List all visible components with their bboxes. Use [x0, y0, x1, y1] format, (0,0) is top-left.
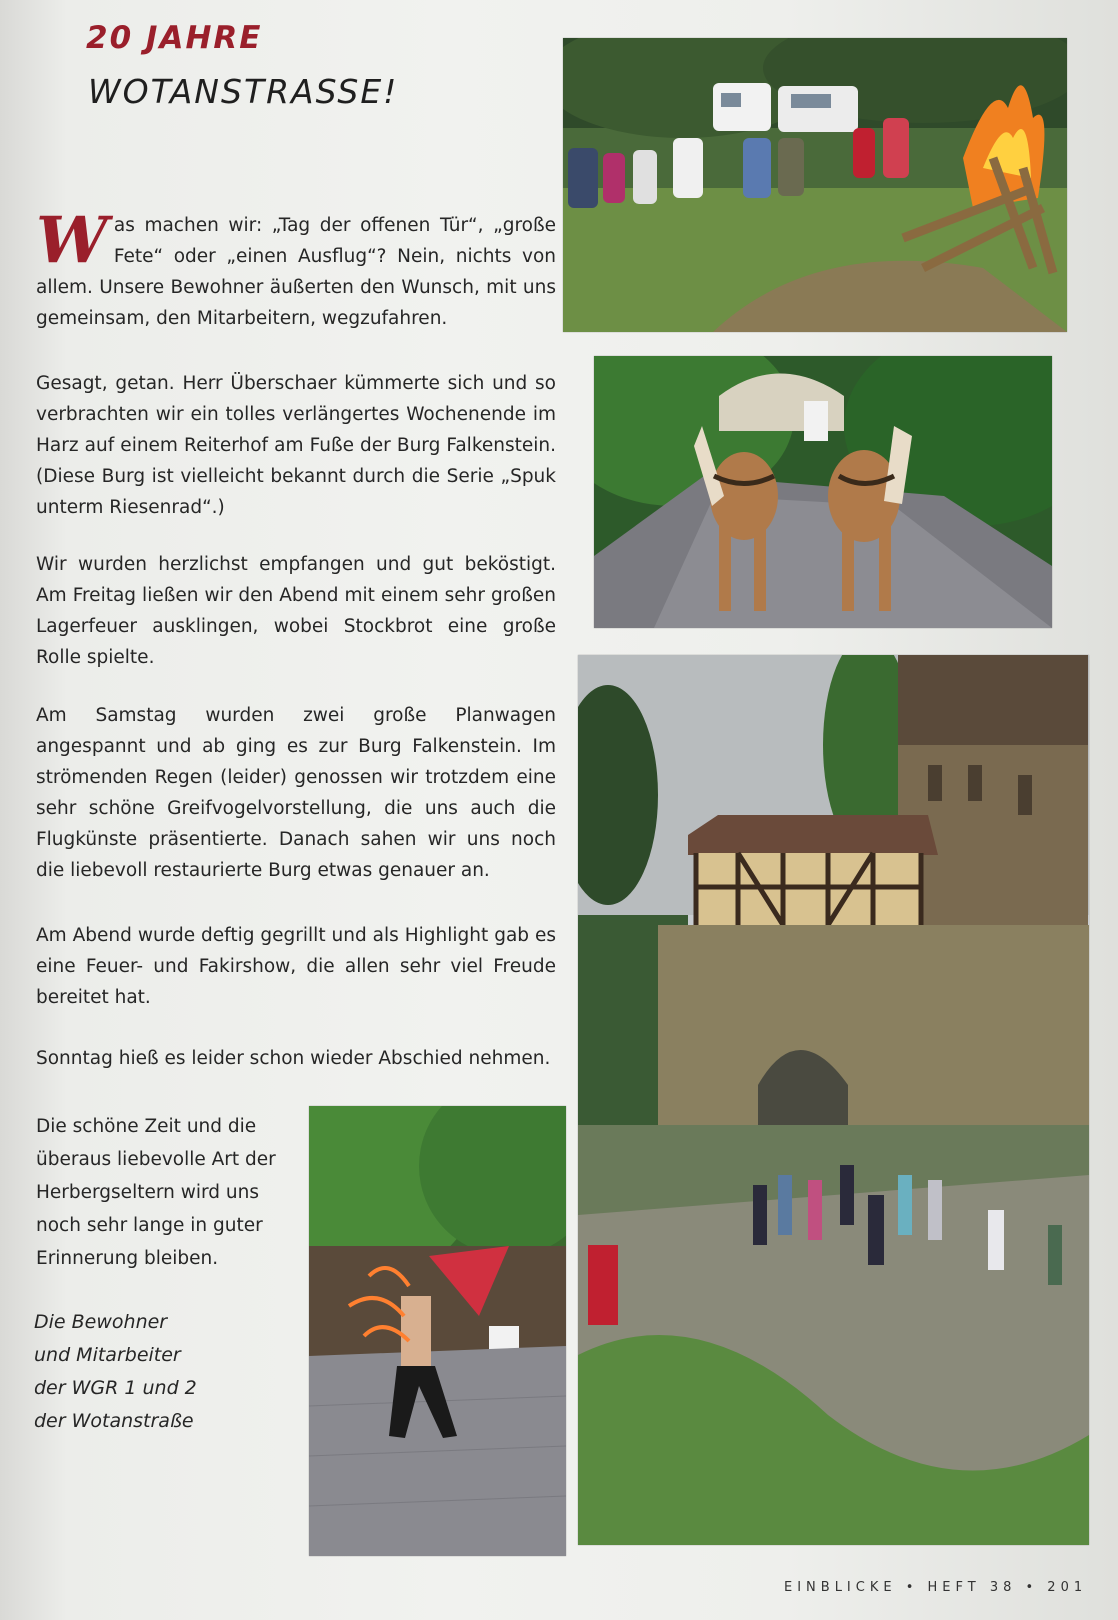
signature-line: der Wotanstraße — [34, 1410, 194, 1432]
paragraph-4: Am Samstag wurden zwei große Planwagen angespannt und ab ging es zur Burg Falkenstein. Im strömenden Regen (leider) genossen wir trotzdem eine sehr schöne Greifvogelvorstellung, die uns auch die Flugkünste präsentierte. Danach sahen wir uns noch die liebevoll restaurierte Burg etwas genauer an. — [36, 705, 556, 881]
paragraph-intro-text: as machen wir: „Tag der offenen Tür“, „große Fete“ oder „einen Ausflug“? Nein, nichts von allem. Unsere Bewohner äußerten den Wunsch, mit uns gemeinsam, den Mitarbeitern, wegzufahren. — [36, 215, 556, 329]
title-line-2: WOTANSTRASSE! — [88, 72, 399, 111]
title-line-1: 20 JAHRE — [86, 20, 263, 56]
photo-fire-show — [309, 1106, 566, 1556]
signature-line: und Mitarbeiter — [34, 1344, 181, 1366]
photo-campfire — [563, 38, 1067, 332]
paragraph-3: Wir wurden herzlichst empfangen und gut beköstigt. Am Freitag ließen wir den Abend mit einem sehr großen Lagerfeuer ausklingen, wobei Stockbrot eine große Rolle spielte. — [36, 554, 556, 668]
paragraph-2: Gesagt, getan. Herr Überschaer kümmerte sich und so verbrachten wir ein tolles verlängertes Wochenende im Harz auf einem Reiterhof am Fuße der Burg Falkenstein. (Diese Burg ist vielleicht bekannt durch die Serie „Spuk unterm Riesenrad“.) — [36, 373, 556, 518]
paragraph-5: Am Abend wurde deftig gegrillt und als Highlight gab es eine Feuer- und Fakirshow, die allen sehr viel Freude bereitet hat. — [36, 925, 556, 1008]
photo-horse-carriage — [594, 356, 1052, 628]
paragraph-6: Sonntag hieß es leider schon wieder Abschied nehmen. — [36, 1048, 551, 1069]
signature-line: Die Bewohner — [34, 1311, 168, 1333]
drop-cap: W — [36, 203, 108, 278]
photo-castle-gate — [578, 655, 1089, 1545]
paragraph-7: Die schöne Zeit und die überaus liebevolle Art der Herbergseltern wird uns noch sehr lange in guter Erinnerung bleiben. — [36, 1116, 276, 1269]
signature-line: der WGR 1 und 2 — [34, 1377, 197, 1399]
paragraph-intro — [36, 203, 556, 334]
signature — [34, 1306, 289, 1438]
page-footer: EINBLICKE • HEFT 38 • 201 — [784, 1580, 1088, 1595]
